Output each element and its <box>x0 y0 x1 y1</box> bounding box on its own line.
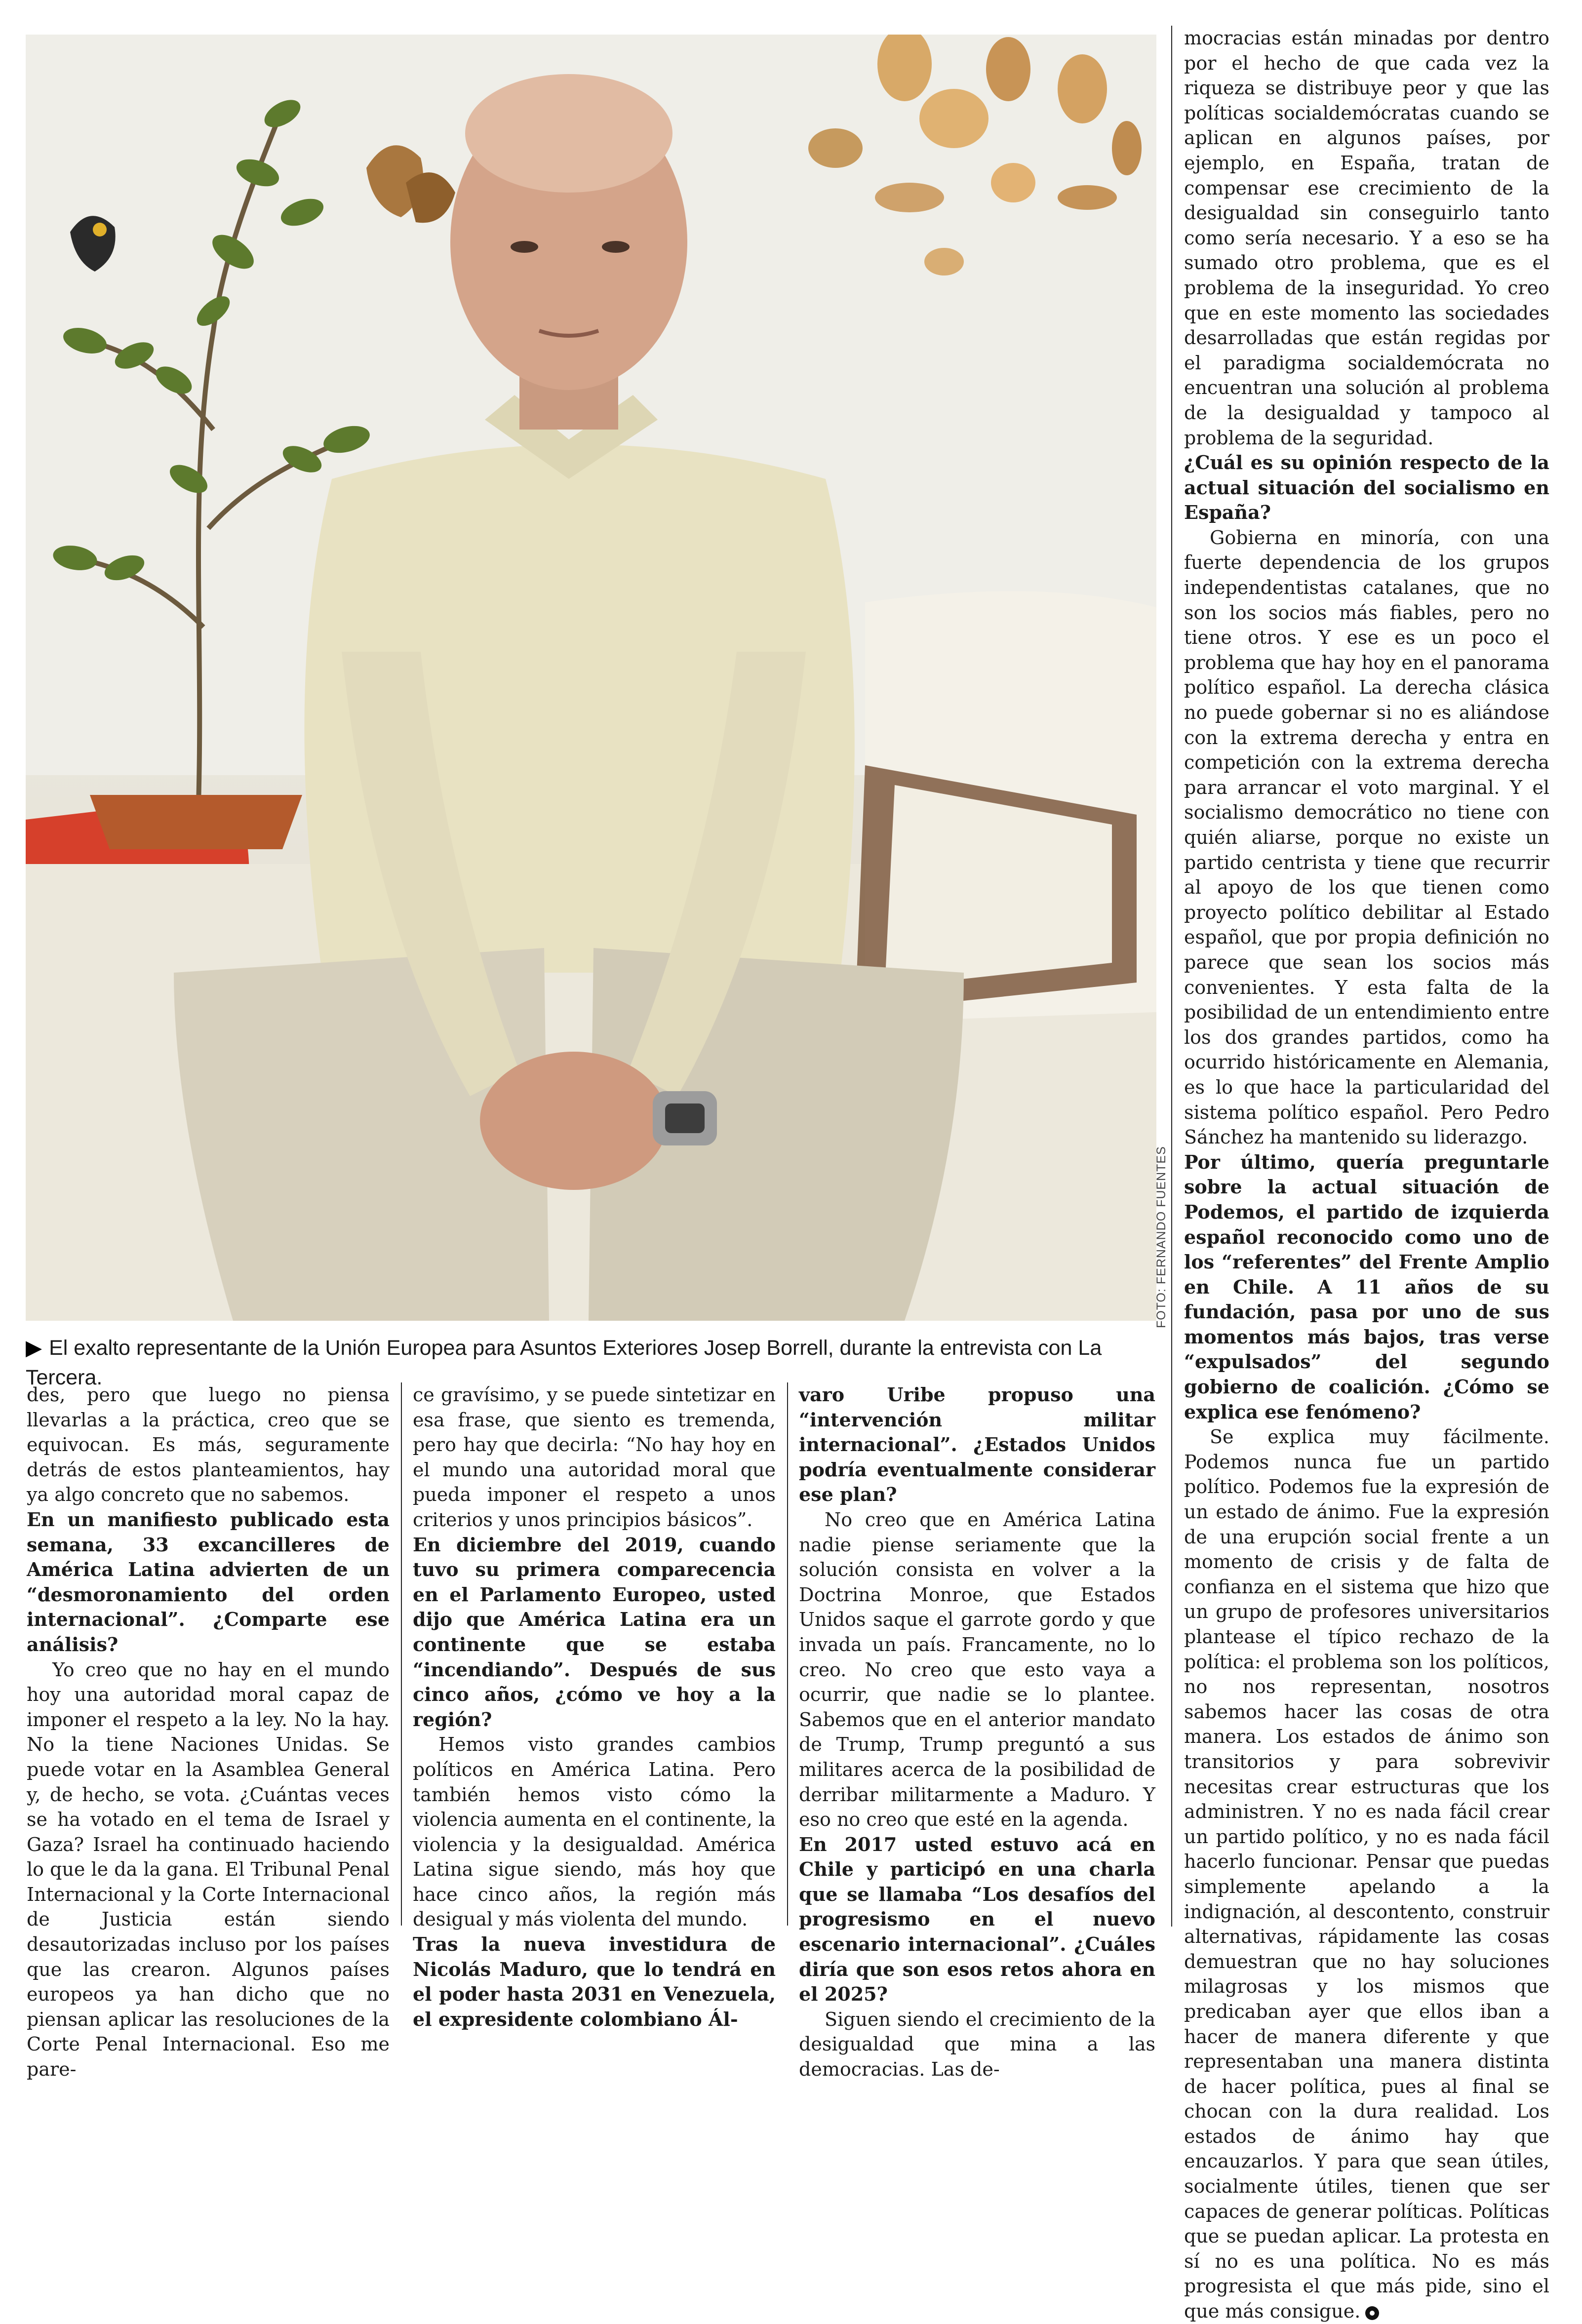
text-column-1 <box>27 1382 390 2081</box>
final-answer-text: Se explica muy fácilmente. Podemos nunca fue un partido político. Podemos fue la expresión de un estado de ánimo. Fue la expresión de una erupción social frente a un momento de crisis y de falta de confianza en el sistema que hizo que un grupo de profesores universitarios plantease el típico rechazo de la política: el problema son los políticos, no nos representan, nosotros sabemos hacer las cosas de otra manera. Los estados de ánimo son transitorios y para sobrevivir necesitas crear estructuras que los administren. Y no es nada fácil crear un partido político, y no es nada fácil hacerlo funcionar. Pensar que puedas simplemente apelando a la indignación, al descontento, construir alternativas, rápidamente las cosas demuestran que no hay soluciones milagrosas y los mismos que predicaban ayer que ellos iban a hacer de manera diferente y que representaban una manera distinta de hacer política, pues al final se chocan con la dura realidad. Los estados de ánimo hay que encauzarlos. Y para que sean útiles, socialmente útiles, tienen que ser capaces de generar políticas. Políticas que se puedan aplicar. La protesta en sí no es una política. No es más progresista el que más pide, sino el que más consigue. <box>1184 1426 1549 2323</box>
answer-paragraph: Hemos visto grandes cambios políticos en América Latina. Pero también hemos visto cómo la violencia aumenta en el continente, la violencia y la desigualdad. América Latina sigue siendo, más hoy que hace cinco años, la región más desigual y más violenta del mundo. <box>413 1733 776 1930</box>
flower-pot <box>90 795 302 849</box>
question-paragraph: Por último, quería preguntarle sobre la actual situación de Podemos, el partido de izquierda español reconocido como uno de los “referentes” del Frente Amplio en Chile. A 11 años de su fundación, pasa por uno de sus momentos más bajos, tras verse “expulsados” del segundo gobierno de coalición. ¿Cómo se explica ese fenómeno? <box>1184 1150 1549 1423</box>
hands <box>480 1052 668 1190</box>
column-rule <box>787 1382 788 1926</box>
text-column-2 <box>413 1382 776 2030</box>
column-rule <box>1171 26 1172 1927</box>
end-of-article-icon <box>1365 2306 1379 2320</box>
answer-paragraph: Yo creo que no hay en el mundo hoy una autoridad moral capaz de imponer el respeto a la ley. No la hay. No la tiene Naciones Unidas. Se puede votar en la Asamblea General y, de hecho, se vota. ¿Cuántas veces se ha votado en el tema de Israel y Gaza? Israel ha continuado haciendo lo que le da la gana. El Tribunal Penal Internacional y la Corte Internacional de Justicia están siendo desautorizadas incluso por los países que las crearon. Algunos países europeos ya han dicho que no piensan aplicar las resoluciones de la Corte Penal Internacional. Eso me pare- <box>27 1658 390 2081</box>
text-column-3 <box>799 1382 1155 2081</box>
question-paragraph: En un manifiesto publicado esta semana, 33 excancilleres de América Latina advierten de un “desmoronamiento del orden internacional”. ¿Comparte ese análisis? <box>27 1508 390 1655</box>
question-paragraph: varo Uribe propuso una “intervención militar internacional”. ¿Estados Unidos podría eventualmente considerar ese plan? <box>799 1383 1155 1506</box>
photo-credit: FOTO: FERNANDO FUENTES <box>1154 1146 1168 1328</box>
caption-marker-icon: ▶ <box>26 1336 42 1360</box>
photo-caption <box>26 1333 1161 1389</box>
column-rule <box>401 1382 402 1926</box>
answer-paragraph: mocracias están minadas por dentro por el hecho de que cada vez la riqueza se distribuye peor y que las políticas socialdemócratas cuando se aplican en algunos países, por ejemplo, en España, tratan de compensar ese crecimiento de la desigualdad sin conseguirlo tanto como sería necesario. Y a eso se ha sumado otro problema, que es el problema de la inseguridad. Yo creo que en este momento las sociedades desarrolladas que están regidas por el paradigma socialdemócrata no encuentran una solución al problema de la desigualdad y tampoco al problema de la seguridad. <box>1184 27 1549 449</box>
caption-text: El exalto representante de la Unión Europea para Asuntos Exteriores Josep Borrell, durante la entrevista con La Tercera. <box>26 1336 1102 1389</box>
question-paragraph: En diciembre del 2019, cuando tuvo su primera comparecencia en el Parlamento Europeo, usted dijo que América Latina era un continente que se estaba “incendiando”. Después de sus cinco años, ¿cómo ve hoy a la región? <box>413 1533 776 1731</box>
answer-paragraph: Siguen siendo el crecimiento de la desigualdad que mina a las democracias. Las de- <box>799 2008 1155 2081</box>
answer-paragraph: No creo que en América Latina nadie piense seriamente que la solución consista en volver a la Doctrina Monroe, que Estados Unidos saque el garrote gordo y que invada un país. Francamente, no lo creo. No creo que esto vaya a ocurrir, que nadie se lo plantee. Sabemos que en el anterior mandato de Trump, Trump preguntó a sus militares acerca de la posibilidad de derribar militarmente a Maduro. Y eso no creo que esté en la agenda. <box>799 1508 1155 1831</box>
photo-illustration <box>26 35 1156 1321</box>
answer-paragraph: ce gravísimo, y se puede sintetizar en esa frase, que siento es tremenda, pero hay que decirla: “No hay hoy en el mundo una autoridad moral que pueda imponer el respeto a unos criterios y unos principios básicos”. <box>413 1384 776 1531</box>
text-column-4 <box>1184 26 1549 2323</box>
answer-paragraph: des, pero que luego no piensa llevarlas a la práctica, creo que se equivocan. Es más, seguramente detrás de estos planteamientos, hay ya algo concreto que no sabemos. <box>27 1384 390 1506</box>
question-paragraph: Tras la nueva investidura de Nicolás Maduro, que lo tendrá en el poder hasta 2031 en Venezuela, el expresidente colombiano Ál- <box>413 1933 776 2030</box>
answer-paragraph: Gobierna en minoría, con una fuerte dependencia de los grupos independentistas catalanes, que no son los socios más fiables, pero no tiene otros. Y ese es un poco el problema que hay hoy en el panorama político español. La derecha clásica no puede gobernar si no es aliándose con la extrema derecha y entra en competición con la extrema derecha para arrancar el voto marginal. Y el socialismo democrático no tiene con quién aliarse, porque no existe un partido centrista y tiene que recurrir al apoyo de los que tienen como proyecto político debilitar al Estado español, que por propia definición no parece que sean los socios más convenientes. Y esta falta de la posibilidad de un entendimiento entre los dos grandes partidos, como ha ocurrido históricamente en Alemania, es lo que hace la particularidad del sistema político español. Pero Pedro Sánchez ha mantenido su liderazgo. <box>1184 526 1549 1148</box>
answer-paragraph <box>1184 1424 1549 2324</box>
question-paragraph: En 2017 usted estuvo acá en Chile y participó en una charla que se llamaba “Los desafíos del progresismo en el nuevo escenario internacional”. ¿Cuáles diría que son esos retos ahora en el 2025? <box>799 1833 1155 2006</box>
question-paragraph: ¿Cuál es su opinión respecto de la actual situación del socialismo en España? <box>1184 451 1549 524</box>
interview-photo <box>26 35 1156 1321</box>
